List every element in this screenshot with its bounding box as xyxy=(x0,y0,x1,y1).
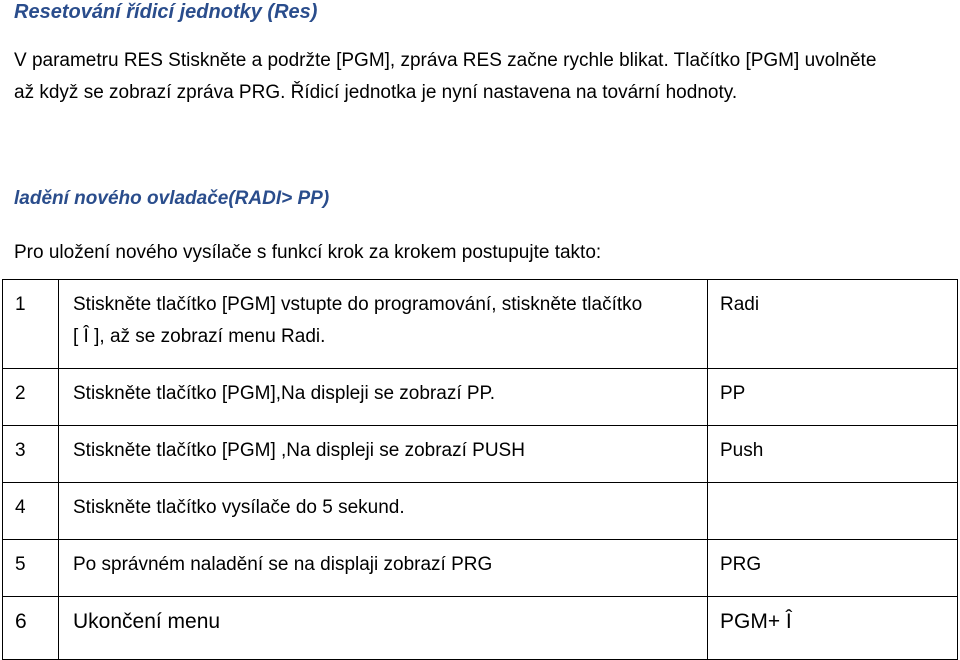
step-text-line-1: Stiskněte tlačítko [PGM] vstupte do programování, stiskněte tlačítko xyxy=(73,294,643,315)
reset-line-1: V parametru RES Stiskněte a podržte [PGM], zpráva RES začne rychle blikat. Tlačítko [PGM] uvolněte xyxy=(14,50,877,71)
table-row xyxy=(3,426,958,483)
step-result: Push xyxy=(708,426,958,483)
steps-table xyxy=(2,279,958,660)
step-text: Stiskněte tlačítko vysílače do 5 sekund. xyxy=(59,483,708,540)
step-number: 4 xyxy=(3,483,59,540)
tuning-heading: ladění nového ovladače(RADI> PP) xyxy=(14,188,330,209)
step-result: Radi xyxy=(708,280,958,369)
table-row xyxy=(3,369,958,426)
step-number: 2 xyxy=(3,369,59,426)
step-number: 6 xyxy=(3,597,59,660)
table-row xyxy=(3,540,958,597)
table-row xyxy=(3,597,958,660)
step-result: PGM+ Î xyxy=(708,597,958,660)
step-text: Ukončení menu xyxy=(59,597,708,660)
step-text-line-2: [ Î ], až se zobrazí menu Radi. xyxy=(73,326,326,347)
step-result: PP xyxy=(708,369,958,426)
reset-heading: Resetování řídicí jednotky (Res) xyxy=(14,1,318,23)
step-text xyxy=(59,280,708,369)
tuning-intro: Pro uložení nového vysílače s funkcí krok za krokem postupujte takto: xyxy=(14,242,602,263)
table-row xyxy=(3,483,958,540)
table-row xyxy=(3,280,958,369)
reset-paragraph xyxy=(14,45,949,109)
step-number: 5 xyxy=(3,540,59,597)
step-text: Stiskněte tlačítko [PGM],Na displeji se zobrazí PP. xyxy=(59,369,708,426)
reset-line-2: až když se zobrazí zpráva PRG. Řídicí jednotka je nyní nastavena na tovární hodnoty. xyxy=(14,82,738,103)
step-result: PRG xyxy=(708,540,958,597)
step-number: 3 xyxy=(3,426,59,483)
step-text: Stiskněte tlačítko [PGM] ,Na displeji se zobrazí PUSH xyxy=(59,426,708,483)
step-text: Po správném naladění se na displaji zobrazí PRG xyxy=(59,540,708,597)
step-result xyxy=(708,483,958,540)
step-number: 1 xyxy=(3,280,59,369)
